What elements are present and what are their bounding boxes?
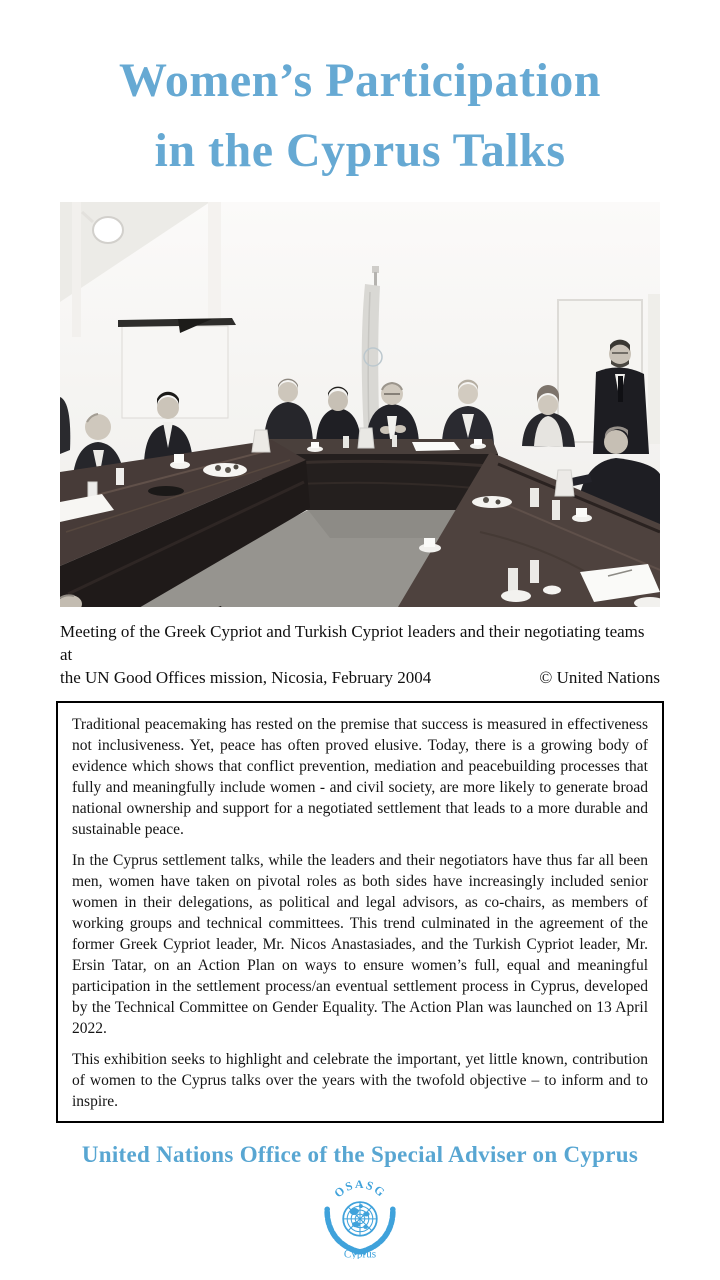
page-title-line1: Women’s Participation bbox=[118, 54, 601, 107]
organization-name: United Nations Office of the Special Adviser on Cyprus bbox=[81, 1142, 639, 1167]
meeting-photo bbox=[60, 202, 660, 607]
page-title-line2: in the Cyprus Talks bbox=[154, 124, 566, 177]
caption-line2: the UN Good Offices mission, Nicosia, February 2004 bbox=[60, 668, 432, 687]
osasg-un-emblem-icon bbox=[316, 1174, 404, 1259]
logo-top-text: OSASG bbox=[331, 1177, 389, 1201]
intro-paragraph-3: This exhibition seeks to highlight and celebrate the important, yet little known, contribution of women to the Cyprus talks over the years with the twofold objective – to inform and to inspire. bbox=[72, 1051, 648, 1110]
intro-paragraph-1: Traditional peacemaking has rested on the premise that success is measured in effectiveness not inclusiveness. Yet, peace has often proved elusive. Today, there is a growing body of evidence which shows that conflict prevention, mediation and peacebuilding processes that fully and meaningfully include women - and civil society, are more likely to generate broad national ownership and support for a negotiated settlement that leads to a more durable and sustainable peace. bbox=[72, 716, 648, 838]
caption-line1: Meeting of the Greek Cypriot and Turkish Cypriot leaders and their negotiating teams at bbox=[60, 622, 645, 664]
photo-credit: © United Nations bbox=[539, 668, 660, 687]
photo-caption bbox=[60, 620, 660, 689]
intro-textbox bbox=[56, 701, 664, 1123]
page-title bbox=[0, 46, 720, 186]
osasg-logo bbox=[0, 1174, 720, 1259]
svg-text:OSASG bbox=[331, 1177, 388, 1200]
logo-bottom-text: Cyprus bbox=[343, 1248, 377, 1259]
meeting-photo-illustration bbox=[60, 202, 660, 607]
intro-paragraph-2: In the Cyprus settlement talks, while the leaders and their negotiators have thus far all been men, women have taken on pivotal roles as both sides have increasingly included senior women in their delegations, as political and legal advisors, as co-chairs, as members of working groups and technical committees. This trend culminated in the agreement of the former Greek Cypriot leader, Mr. Nicos Anastasiades, and the Turkish Cypriot leader, Mr. Ersin Tatar, on an Action Plan on ways to ensure women’s full, equal and meaningful participation in the settlement process/an eventual settlement process in Cyprus, developed by the Technical Committee on Gender Equality. The Action Plan was launched on 13 April 2022. bbox=[72, 852, 648, 1037]
